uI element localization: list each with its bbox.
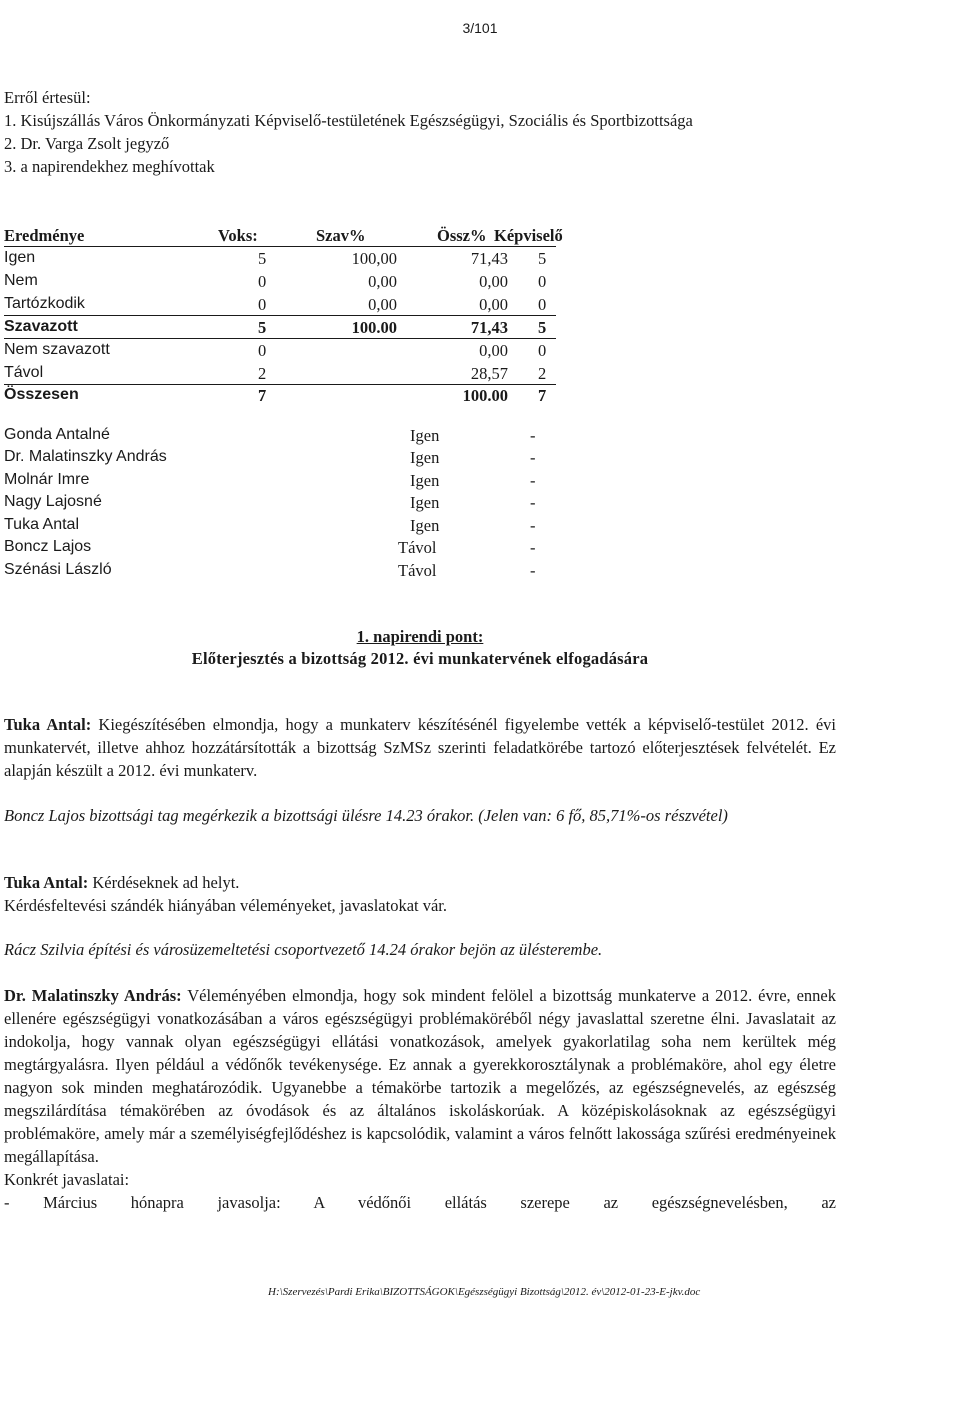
row-label: Összesen [4,386,79,403]
row-kep: 5 [538,318,547,337]
row-label: Tartózkodik [4,295,85,312]
voter-mark: - [530,471,536,490]
voter-vote: Igen [410,426,440,445]
row-voks: 7 [258,386,267,405]
header-underline [4,246,556,247]
agenda-title: Előterjesztés a bizottság 2012. évi munkatervének elfogadására [191,649,649,668]
notified-title: Erről értesül: [4,88,91,107]
header-kepviselo: Képviselő [494,226,563,245]
row-label: Távol [4,364,44,381]
voter-name: Boncz Lajos [4,538,92,555]
paragraph-tuka-1 [4,713,836,782]
header-eredmenye: Eredménye [4,226,85,245]
row-ossz: 71,43 [470,318,508,337]
voter-vote: Igen [410,493,440,512]
voter-mark: - [530,448,536,467]
voter-mark: - [530,426,536,445]
voter-name: Gonda Antalné [4,426,110,443]
voter-name: Szénási László [4,561,112,578]
bullet-item: - Március hónapra javasolja: A védőnői ellátás szerepe az egészségnevelésben, az [4,1193,836,1212]
row-kep: 0 [538,295,547,314]
row-label: Igen [4,249,36,266]
voter-name: Dr. Malatinszky András [4,448,167,465]
row-kep: 5 [538,249,547,268]
row-kep: 2 [538,364,547,383]
voter-vote: Igen [410,471,440,490]
voter-mark: - [530,538,536,557]
row-szav: 100.00 [351,318,397,337]
header-ossz: Össz% [437,226,487,245]
voter-mark: - [530,561,536,580]
paragraph-text: Kérdéseknek ad helyt. [88,873,240,892]
paragraph-malatinszky [4,984,836,1214]
row-voks: 5 [258,318,267,337]
header-voks: Voks: [218,226,258,245]
row-divider [4,384,556,385]
voter-vote: Távol [398,538,437,557]
row-voks: 0 [258,295,267,314]
voter-name: Nagy Lajosné [4,493,102,510]
row-kep: 7 [538,386,547,405]
voter-mark: - [530,516,536,535]
speaker-name: Tuka Antal: [4,715,92,734]
notified-item: 2. Dr. Varga Zsolt jegyző [4,134,170,153]
voter-vote: Igen [410,516,440,535]
voter-name: Molnár Imre [4,471,90,488]
row-ossz: 100.00 [462,386,508,405]
header-szav: Szav% [316,226,366,245]
row-divider [4,338,556,339]
voter-vote: Távol [398,561,437,580]
row-divider [4,315,556,316]
row-szav: 100,00 [351,249,397,268]
paragraph-text: Konkrét javaslatai: [4,1170,130,1189]
paragraph-boncz-arrival: Boncz Lajos bizottsági tag megérkezik a bizottsági ülésre 14.23 órakor. (Jelen van: 6 fő, 85,71%-os részvétel) [4,806,728,825]
row-kep: 0 [538,341,547,360]
row-label: Nem szavazott [4,341,110,358]
row-label: Szavazott [4,318,78,335]
row-ossz: 0,00 [479,295,508,314]
paragraph-text: Véleményében elmondja, hogy sok mindent felölel a bizottság munkaterve a 2012. évre, ennek ellenére egészségügyi vonatkozásában a város egészségügyi problémaköréből négy javaslattal szeretne élni. Javaslatait az indokolja, hogy vannak olyan egészségügyi ellátási vonatkozások, amelyek gyakorlatilag soha nem kerültek még megtárgyalásra. Ilyen például a védőnők tevékenysége. Ez annak a gyerekkorosztálynak a problémaköre, ahol egy életre nagyon sok minden meghatározódik. Ugyanebbe a témakörbe tartozik a megelőzés, az egészségnevelés, az egészség megszilárdítása témakörében az óvodások és az általános iskoláskorúak. A középiskolásoknak az egészségügyi problémaköre, amely már a személyiségfejlődéshez is kapcsolódik, valamint a város felnőtt lakossága szűrési eredményeinek megállapítása. [4,986,836,1166]
paragraph-text: Kiegészítésében elmondja, hogy a munkaterv készítésénél figyelembe vették a képviselő-testület 2012. évi munkatervét, illetve ahhoz hozzátársították a bizottság SzMSz szerinti feladatkörébe tartozó előterjesztések felvételét. Ez alapján készült a 2012. évi munkaterv. [4,715,836,780]
notified-item: 3. a napirendekhez meghívottak [4,157,215,176]
paragraph-text: Kérdésfeltevési szándék hiányában véleményeket, javaslatokat vár. [4,896,448,915]
voter-vote: Igen [410,448,440,467]
row-ossz: 0,00 [479,341,508,360]
row-szav: 0,00 [368,272,397,291]
paragraph-racz-arrival: Rácz Szilvia építési és városüzemeltetési csoportvezető 14.24 órakor bejön az ülésterembe. [4,940,603,959]
row-kep: 0 [538,272,547,291]
page-number: 3/101 [462,20,498,36]
row-ossz: 28,57 [470,364,508,383]
voter-mark: - [530,493,536,512]
row-voks: 0 [258,341,267,360]
notified-item: 1. Kisújszállás Város Önkormányzati Képviselő-testületének Egészségügyi, Szociális és Sportbizottsága [4,111,693,130]
row-ossz: 0,00 [479,272,508,291]
speaker-name: Dr. Malatinszky András: [4,986,182,1005]
row-voks: 2 [258,364,267,383]
row-label: Nem [4,272,38,289]
row-voks: 5 [258,249,267,268]
row-voks: 0 [258,272,267,291]
footer-path: H:\Szervezés\Pardi Erika\BIZOTTSÁGOK\Egészségügyi Bizottság\2012. év\2012-01-23-E-jkv.doc [268,1286,701,1298]
voter-name: Tuka Antal [4,516,80,533]
row-szav: 0,00 [368,295,397,314]
paragraph-tuka-2 [4,871,836,917]
row-ossz: 71,43 [470,249,508,268]
agenda-number: 1. napirendi pont: [356,627,484,646]
speaker-name: Tuka Antal: [4,873,89,892]
